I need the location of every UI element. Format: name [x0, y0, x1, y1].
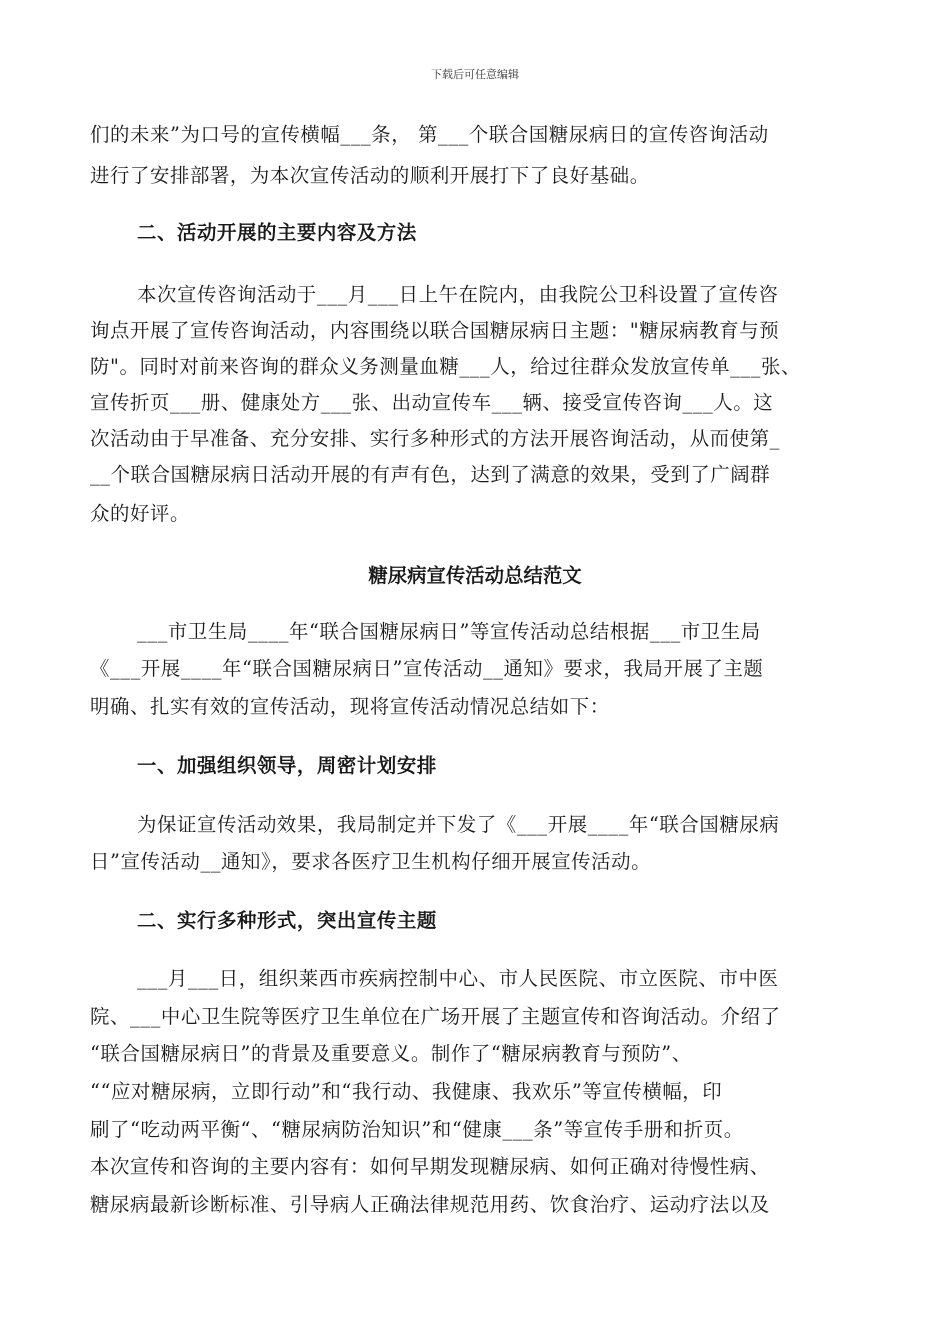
paragraph-line: 明确、扎实有效的宣传活动，现将宣传活动情况总结如下：: [90, 695, 610, 718]
paragraph-line: 为保证宣传活动效果，我局制定并下发了《___开展____年“联合国糖尿病: [137, 813, 780, 836]
paragraph-line: “联合国糖尿病日”的背景及重要意义。制作了“糖尿病教育与预防”、: [90, 1042, 692, 1065]
paragraph-line: 众的好评。: [90, 502, 190, 525]
section-heading: 二、活动开展的主要内容及方法: [137, 221, 417, 244]
paragraph-line: ““应对糖尿病，立即行动”和“我行动、我健康、我欢乐”等宣传横幅，印: [90, 1080, 723, 1103]
paragraph-line: 日”宣传活动__通知》，要求各医疗卫生机构仔细开展宣传活动。: [90, 850, 652, 873]
paragraph-line: 《___开展____年“联合国糖尿病日”宣传活动__通知》要求，我局开展了主题: [90, 657, 764, 680]
paragraph-line: ___市卫生局____年“联合国糖尿病日”等宣传活动总结根据___市卫生局: [137, 620, 761, 643]
paragraph-line: __个联合国糖尿病日活动开展的有声有色，达到了满意的效果，受到了广阔群: [90, 463, 771, 486]
paragraph-line: 刷了“吃动两平衡“、“糖尿病防治知识”和“健康___条”等宣传手册和折页。: [90, 1118, 744, 1141]
section-heading: 一、加强组织领导，周密计划安排: [137, 754, 437, 777]
paragraph-line: ___月___日，组织莱西市疾病控制中心、市人民医院、市立医院、市中医: [137, 967, 779, 990]
paragraph-line: 本次宣传咨询活动于___月___日上午在院内，由我院公卫科设置了宣传咨: [137, 283, 779, 306]
paragraph-line: 防"。同时对前来咨询的群众义务测量血糖___人，给过往群众发放宣传单___张、: [90, 355, 801, 378]
paragraph-line: 院、___中心卫生院等医疗卫生单位在广场开展了主题宣传和咨询活动。介绍了: [90, 1005, 781, 1028]
section-heading: 二、实行多种形式，突出宣传主题: [137, 909, 437, 932]
paragraph-line: 糖尿病最新诊断标准、引导病人正确法律规范用药、饮食治疗、运动疗法以及: [90, 1193, 770, 1216]
paragraph-line: 们的未来”为口号的宣传横幅___条， 第___个联合国糖尿病日的宣传咨询活动: [90, 123, 769, 146]
paragraph-line: 次活动由于早准备、充分安排、实行多种形式的方法开展咨询活动，从而使第_: [90, 427, 780, 450]
paragraph-line: 本次宣传和咨询的主要内容有：如何早期发现糖尿病、如何正确对待慢性病、: [90, 1155, 770, 1178]
paragraph-line: 宣传折页___册、健康处方___张、出动宣传车___辆、接受宣传咨询___人。这: [90, 391, 774, 414]
document-title: 糖尿病宣传活动总结范文: [368, 564, 582, 587]
paragraph-line: 询点开展了宣传咨询活动，内容围绕以联合国糖尿病日主题："糖尿病教育与预: [90, 319, 780, 342]
paragraph-line: 进行了安排部署，为本次宣传活动的顺利开展打下了良好基础。: [90, 164, 650, 187]
page-header: 下载后可任意编辑: [431, 68, 519, 81]
